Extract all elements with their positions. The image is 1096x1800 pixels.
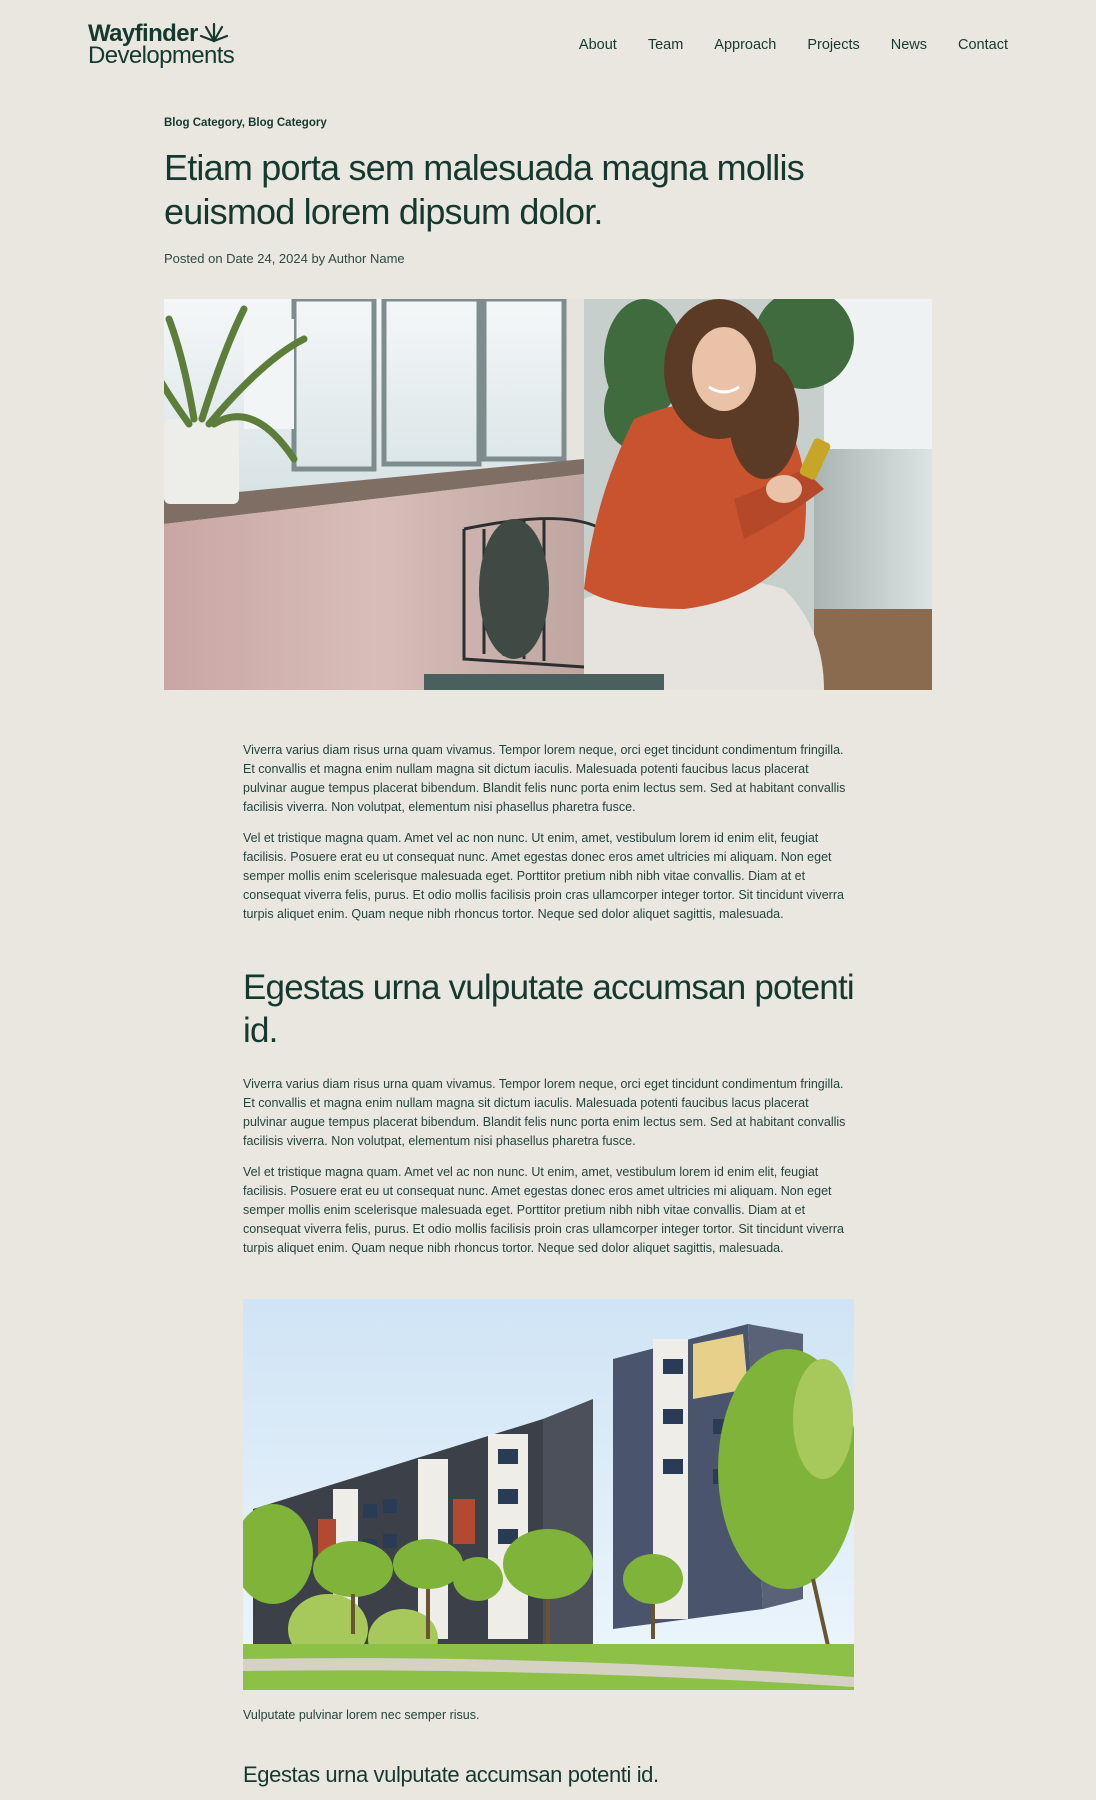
article-heading-3: Egestas urna vulputate accumsan potenti id. <box>243 1762 659 1787</box>
nav-item-about[interactable]: About <box>578 37 617 53</box>
article-paragraph-3: Viverra varius diam risus urna quam vivamus. Tempor lorem neque, orci eget tincidunt condimentum fringilla. Et convallis et magna enim nullam magna sit dictum iaculis. Malesuada potenti faucibus lacus placerat pulvinar augue tempus placerat bibendum. Blandit felis nunc porta enim lectus sem. Sed at habitant convallis facilisis viverra. Non volutpat, elementum nisi phasellus pharetra fusce. <box>243 1077 846 1148</box>
nav-item-projects[interactable]: Projects <box>807 37 860 53</box>
brand-name-line1: Wayfinder <box>88 20 198 47</box>
article-paragraph-1: Viverra varius diam risus urna quam vivamus. Tempor lorem neque, orci eget tincidunt condimentum fringilla. Et convallis et magna enim nullam magna sit dictum iaculis. Malesuada potenti faucibus lacus placerat pulvinar augue tempus placerat bibendum. Blandit felis nunc porta enim lectus sem. Sed at habitant convallis facilisis viverra. Non volutpat, elementum nisi phasellus pharetra fusce. <box>243 743 846 814</box>
article-paragraph-4: Vel et tristique magna quam. Amet vel ac non nunc. Ut enim, amet, vestibulum lorem id enim elit, feugiat facilisis. Posuere erat eu ut consequat nunc. Amet egestas donec eros amet ultricies mi aliquam. Non eget semper mollis enim scelerisque malesuada eget. Porttitor pretium nibh nibh vitae convallis. Diam at et consequat viverra felis, purus. Et odio mollis facilisis proin cras ullamcorper integer tortor. Sit tincidunt viverra turpis aliquet enim. Quam neque nibh rhoncus tortor. Neque sed dolor aliquet sagittis, malesuada. <box>243 1165 844 1255</box>
article-section-2 <box>243 1075 855 1258</box>
post-categories[interactable]: Blog Category, Blog Category <box>164 117 327 129</box>
nav-item-approach[interactable]: Approach <box>714 37 777 53</box>
nav-item-news[interactable]: News <box>890 37 928 53</box>
wayfinder-sun-mark-icon <box>198 21 230 43</box>
post-title: Etiam porta sem malesuada magna mollis euismod lorem dipsum dolor. <box>164 147 804 232</box>
brand-logo[interactable] <box>88 20 248 70</box>
article-paragraph-2: Vel et tristique magna quam. Amet vel ac non nunc. Ut enim, amet, vestibulum lorem id enim elit, feugiat facilisis. Posuere erat eu ut consequat nunc. Amet egestas donec eros amet ultricies mi aliquam. Non eget semper mollis enim scelerisque malesuada eget. Porttitor pretium nibh nibh vitae convallis. Diam at et consequat viverra felis, purus. Et odio mollis facilisis proin cras ullamcorper integer tortor. Sit tincidunt viverra turpis aliquet enim. Quam neque nibh rhoncus tortor. Neque sed dolor aliquet sagittis, malesuada. <box>243 831 844 921</box>
article-heading-2: Egestas urna vulputate accumsan potenti id. <box>243 968 854 1050</box>
nav-item-team[interactable]: Team <box>647 37 684 53</box>
article-figure-image <box>243 1299 854 1690</box>
nav-item-contact[interactable]: Contact <box>958 37 1008 53</box>
apartment-building-photo <box>243 1299 854 1690</box>
figure-caption: Vulputate pulvinar lorem nec semper risus. <box>243 1708 480 1722</box>
site-header <box>0 0 1096 90</box>
article-section-1 <box>243 741 855 924</box>
post-meta: Posted on Date 24, 2024 by Author Name <box>164 251 405 266</box>
woman-by-window-photo <box>164 299 932 690</box>
hero-image <box>164 299 932 690</box>
main-nav <box>579 34 1008 56</box>
brand-name-line2: Developments <box>88 42 235 69</box>
